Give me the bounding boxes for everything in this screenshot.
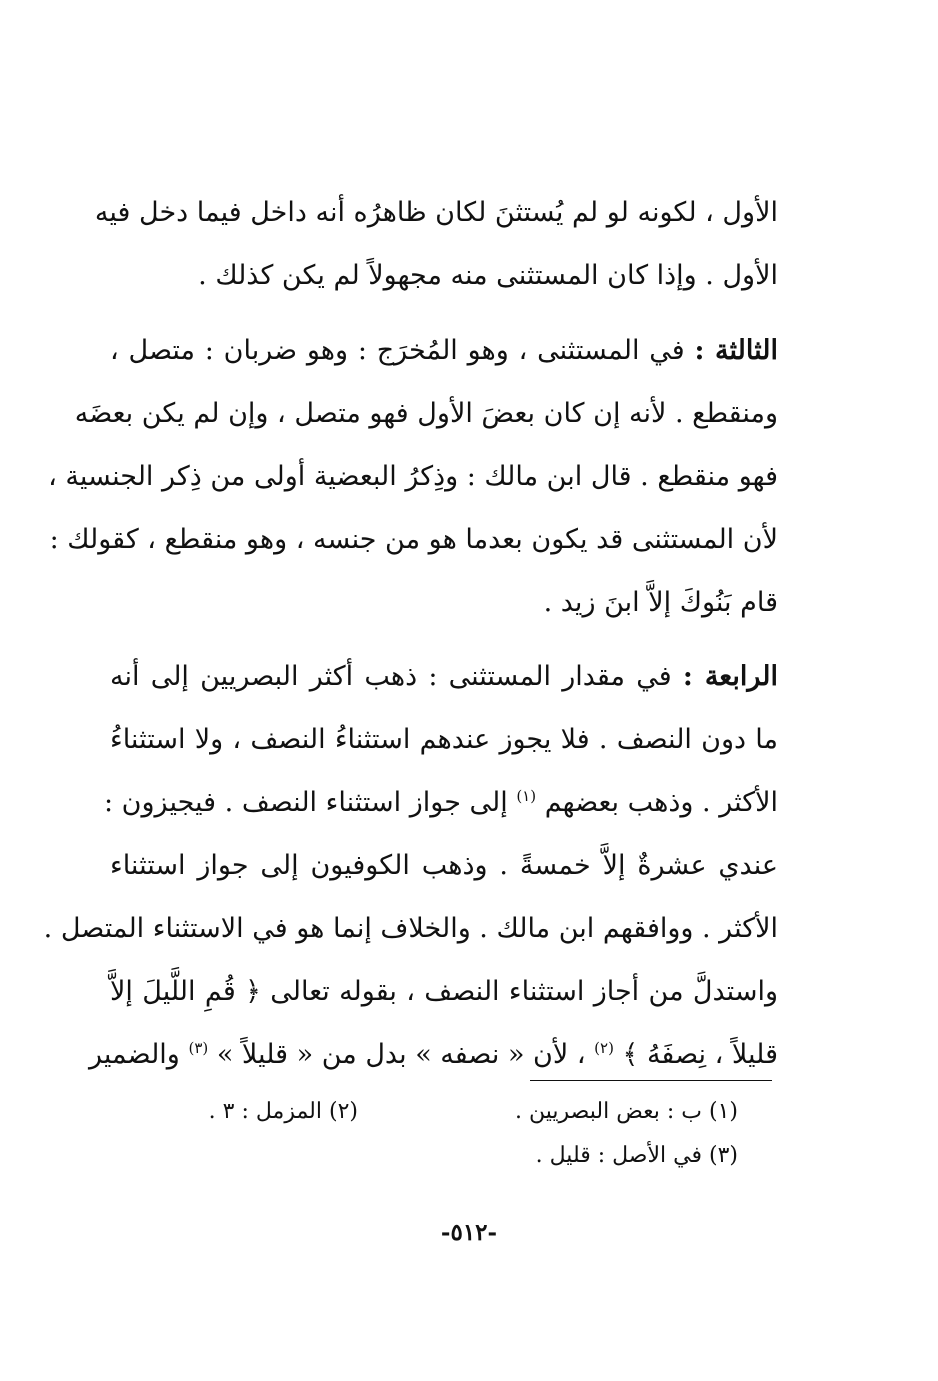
paragraph-3 xyxy=(43,661,778,1070)
text-segment: إلى جواز استثناء النصف . فيجيزون : xyxy=(104,787,508,818)
text-line: قام بَنُوكَ إلاَّ ابنَ زيد . xyxy=(543,587,778,618)
page-number: -٥١٢- xyxy=(440,1219,498,1246)
text-line: واستدلَّ من أجاز استثناء النصف ، بقوله تعالى ﴿ قُمِ اللَّيلَ إلاَّ xyxy=(110,976,778,1007)
text-line: ومنقطع . لأنه إن كان بعضَ الأول فهو متصل ، وإن لم يكن بعضَه xyxy=(74,398,778,429)
paragraph-1 xyxy=(94,197,778,291)
footnote-1: (١) ب : بعض البصريين . xyxy=(515,1099,738,1124)
footnote-ref: (١) xyxy=(516,787,537,805)
footnote-ref: (٢) xyxy=(594,1039,614,1057)
paragraph-lead: الرابعة : xyxy=(682,661,778,692)
text-line: الأكثر . ووافقهم ابن مالك . والخلاف إنما هو في الاستثناء المتصل . xyxy=(43,913,778,944)
text-segment: الأكثر . وذهب بعضهم xyxy=(544,787,778,818)
text-segment: ، لأن « نصفه » بدل من « قليلاً » xyxy=(216,1039,586,1070)
text-line: لأن المستثنى قد يكون بعدما هو من جنسه ، وهو منقطع ، كقولك : xyxy=(49,524,778,555)
text-line xyxy=(110,662,778,692)
text-line: الأول ، لكونه لو لم يُستثنَ لكان ظاهرُه أنه داخل فيما دخل فيه xyxy=(94,197,778,228)
text-segment: في مقدار المستثنى : ذهب أكثر البصريين إلى أنه xyxy=(110,661,672,692)
text-line: فهو منقطع . قال ابن مالك : وذِكرُ البعضية أولى من ذِكر الجنسية ، xyxy=(48,461,778,492)
paragraph-2 xyxy=(48,335,778,618)
text-line: عندي عشرةٌ إلاَّ خمسةً . وذهب الكوفيون إلى جواز استثناء xyxy=(110,850,778,881)
footnote-ref: (٣) xyxy=(188,1039,209,1057)
text-segment: في المستثنى ، وهو المُخرَج : وهو ضربان : متصل ، xyxy=(110,335,685,366)
text-line xyxy=(89,1039,778,1070)
text-line: الأول . وإذا كان المستثنى منه مجهولاً لم يكن كذلك . xyxy=(198,260,778,291)
footnote-3: (٣) في الأصل : قليل . xyxy=(535,1143,738,1168)
text-line: ما دون النصف . فلا يجوز عندهم استثناءُ النصف ، ولا استثناءُ xyxy=(110,724,778,755)
text-line xyxy=(110,336,778,366)
paragraph-lead: الثالثة : xyxy=(694,335,778,366)
text-segment: والضمير xyxy=(89,1039,180,1070)
text-line xyxy=(104,787,778,818)
footnote-separator xyxy=(530,1080,772,1081)
footnote-2: (٢) المزمل : ٣ . xyxy=(208,1099,358,1124)
text-segment: قليلاً ، نِصفَهُ ﴾ xyxy=(622,1039,778,1070)
